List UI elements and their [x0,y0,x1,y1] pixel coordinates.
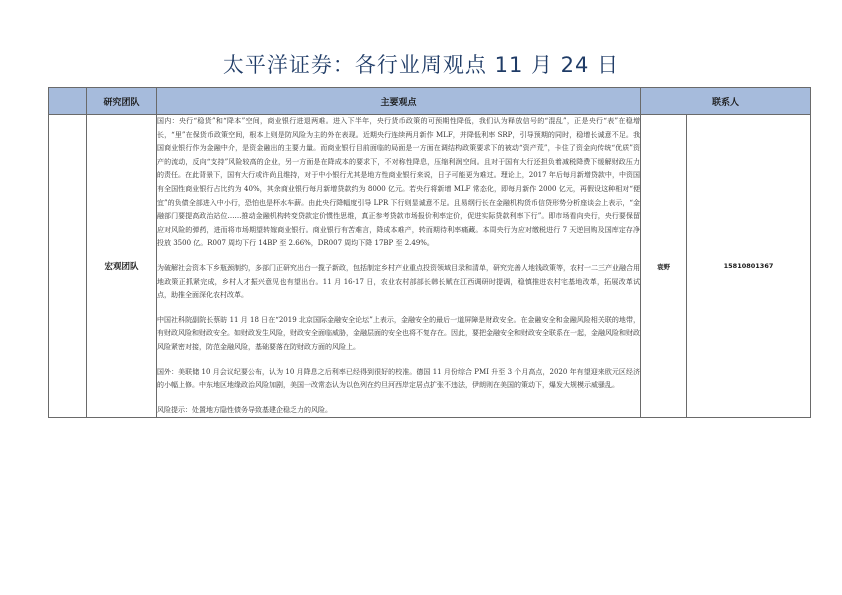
header-blank-cell [49,88,87,115]
views-paragraph-fiscal: 中国社科院副院长蔡昉 11 月 18 日在“2019 北京国际金融安全论坛”上表示，金融安全的最后一道屏障是财政安全。在金融安全和金融风险相关联的地带，有财政风险和财政安全。如财政发生风险，财政安全面临威胁，金融层面的安全也将不复存在。因此，要把金融安全和财政安全联系在一起，金融风险和财政风险紧密对接，防范金融风险，基础要落在防财政方面的风险上。 [157,315,640,351]
contact-name-cell: 袁野 [641,115,687,418]
header-team: 研究团队 [87,88,157,115]
page-title: 太平洋证券：各行业周观点 11 月 24 日 [222,53,620,77]
views-paragraph-overseas: 国外：美联储 10 月会议纪要公布，认为 10 月降息之后利率已经得到很好的校准。德国 11 月份综合 PMI 升至 3 个月高点，2020 年有望迎来欧元区经济的小幅上修。中东地区地缘政治风险加剧，美国一改常态认为以色列在约旦河西岸定居点扩张不违法，伊朗则在美国的策动下，爆发大规模示威骚乱。 [157,367,640,390]
contact-phone-cell: 15810801367 [687,115,811,418]
header-views: 主要观点 [157,88,641,115]
team-cell: 宏观团队 [87,115,157,418]
views-table [48,87,811,418]
views-cell [157,115,641,418]
views-paragraph-risk: 风险提示：处置地方隐性债务导致基建企稳乏力的风险。 [157,405,332,414]
row-blank-cell [49,115,87,418]
header-contact: 联系人 [641,88,811,115]
views-paragraph-rural: 为破解社会资本下乡瓶颈制约，多部门正研究出台一揽子新政，包括制定乡村产业重点投资领域目录和清单，研究完善人地钱政策等，农村一二三产业融合用地政策正抓紧完成，乡村人才振兴意见也有望出台。11 月 16-17 日，农业农村部部长韩长赋在江西调研时提调，稳慎推进农村宅基地改革，拓展改革试点，助推全面深化农村改革。 [157,263,640,300]
views-paragraph-domestic: 国内：央行“稳货”和“降本”空间，商业银行进退两难。进入下半年，央行货币政策的可预期性降低，我们认为释放信号的“混乱”，正是央行“表”在稳增长，“里”在保货币政策空间，根本上则是防风险为主的外在表现。近期央行连续两月新作 MLF，并降低利率 SRP，引导预期的同时，稳增长诚意不足。我国商业银行作为金融中介，是资金融出的主要力量。而商业银行目前面临的局面是一方面在调结构政策要求下的被动“资产荒”，卡住了资金向传统“优质”资产的流动，反向“支持”风险较高的企业，另一方面是在降成本的要求下，不对称性降息，压缩利润空间。且对于国有大行还担负着减税降费下缓解财政压力的责任。在此背景下，国有大行或许尚且维持，对于中小银行尤其是地方性商业银行来说，日子可能更为难过。理论上，2017 年后每月新增贷款中，中资国有全国性商业银行占比约为 40%，其余商业银行每月新增贷款约为 8000 亿元。若央行将新增 MLF 常态化，即每月新作 2000 亿元，再假设这种相对“便宜”的负债全部进入中小行，恐怕也是杯水车薪。由此央行降幅度引导 LPR 下行则显诚意不足。且易纲行长在金融机构货币信贷形势分析座谈会上表示，“金融部门要提高政治站位……推动金融机构转变贷款定价惯性思维，真正参考贷款市场报价利率定价，促进实际贷款利率下行”。即市场看向央行，央行要保留应对风险的弹药，进而将市场期望转嫁商业银行。商业银行有苦难言，降成本难产，转而期待利率痛藏。本周央行为应对缴税进行 7 天逆回购及国库定存净投放 3500 亿。R007 周均下行 14BP 至 2.66%，DR007 周均下降 17BP 至 2.49%。 [157,117,640,248]
header-row [49,88,811,115]
table-row [49,115,811,418]
